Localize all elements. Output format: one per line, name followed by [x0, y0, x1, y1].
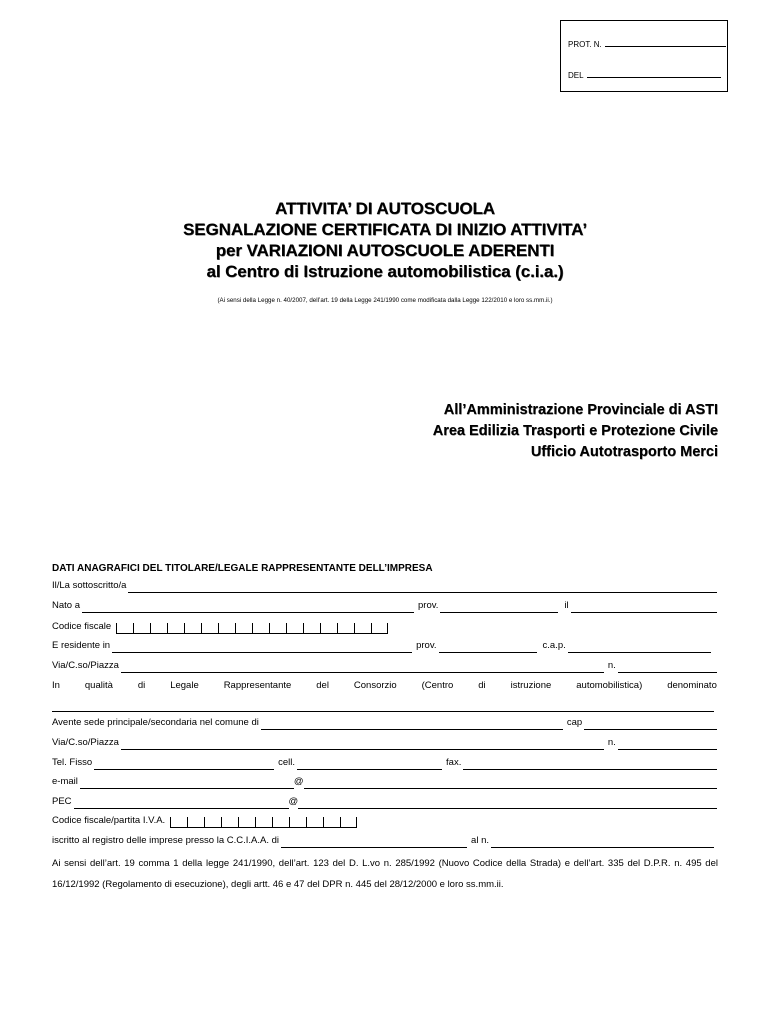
nato-il-label: il [564, 600, 569, 611]
pec-user-field[interactable] [74, 799, 289, 809]
law-reference-note: (Ai sensi della Legge n. 40/2007, dell’art. 19 della Legge 241/1990 come modificata dalla Legge 122/2010 e loro ss.mm.ii.) [217, 297, 553, 304]
cf-piva-char-box[interactable] [272, 817, 289, 828]
qualita-word: In [52, 680, 60, 691]
document-title [0, 198, 770, 282]
addressee-line-1: All’Amministrazione Provinciale di ASTI [443, 402, 718, 418]
row-indirizzo [52, 659, 717, 673]
codice-fiscale-char-box[interactable] [218, 623, 235, 634]
residenza-cap-field[interactable] [568, 643, 711, 653]
registro-numero-label: al n. [471, 835, 489, 846]
codice-fiscale-char-box[interactable] [371, 623, 388, 634]
row-sede-indirizzo [52, 736, 717, 750]
tel-fisso-field[interactable] [94, 760, 274, 770]
row-residenza [52, 639, 717, 653]
codice-fiscale-char-box[interactable] [337, 623, 354, 634]
email-at-sign: @ [293, 776, 304, 787]
residenza-cap-label: c.a.p. [542, 640, 566, 651]
row-pec [52, 795, 717, 809]
sede-cap-label: cap [566, 717, 583, 728]
cf-piva-char-box[interactable] [187, 817, 204, 828]
via-field[interactable] [121, 663, 604, 673]
fax-label: fax. [446, 757, 462, 768]
row-denominazione [52, 698, 717, 712]
codice-fiscale-char-box[interactable] [167, 623, 184, 634]
cf-piva-char-box[interactable] [238, 817, 255, 828]
cf-piva-char-box[interactable] [323, 817, 340, 828]
codice-fiscale-char-box[interactable] [354, 623, 371, 634]
protocol-number-label: PROT. N. [568, 40, 602, 49]
cf-piva-char-box[interactable] [170, 817, 187, 828]
email-domain-field[interactable] [304, 779, 717, 789]
codice-fiscale-char-box[interactable] [184, 623, 201, 634]
codice-fiscale-label: Codice fiscale [52, 621, 112, 632]
row-qualita [52, 679, 717, 693]
row-sottoscritto [52, 579, 717, 593]
addressee-block [433, 400, 718, 463]
codice-fiscale-char-box[interactable] [320, 623, 337, 634]
qualita-word: (Centro [421, 680, 454, 691]
qualita-word: Consorzio [353, 680, 397, 691]
codice-fiscale-char-box[interactable] [303, 623, 320, 634]
via-numero-field[interactable] [618, 663, 717, 673]
title-line-4: al Centro di Istruzione automobilistica (c.i.a.) [206, 262, 564, 281]
sede-numero-field[interactable] [618, 740, 717, 750]
sede-comune-field[interactable] [261, 720, 563, 730]
qualita-word: del [316, 680, 329, 691]
via-label: Via/C.so/Piazza [52, 660, 119, 671]
pec-label: PEC [52, 796, 72, 807]
cell-label: cell. [278, 757, 296, 768]
residente-label: E residente in [52, 640, 111, 651]
title-line-1: ATTIVITA’ DI AUTOSCUOLA [275, 199, 495, 218]
cell-field[interactable] [297, 760, 442, 770]
qualita-word: istruzione [510, 680, 552, 691]
cf-piva-char-box[interactable] [306, 817, 323, 828]
protocol-date-line [568, 69, 721, 80]
residenza-prov-label: prov. [416, 640, 437, 651]
protocol-number-field[interactable] [605, 38, 726, 47]
codice-fiscale-char-box[interactable] [252, 623, 269, 634]
protocol-number-line [568, 38, 726, 49]
row-sede [52, 716, 717, 730]
email-label: e-mail [52, 776, 78, 787]
qualita-word: qualità [84, 680, 113, 691]
tel-fisso-label: Tel. Fisso [52, 757, 93, 768]
cf-piva-char-box[interactable] [204, 817, 221, 828]
codice-fiscale-char-box[interactable] [201, 623, 218, 634]
addressee-line-3: Ufficio Autotrasporto Merci [530, 444, 718, 460]
pec-domain-field[interactable] [298, 799, 717, 809]
codice-fiscale-char-box[interactable] [286, 623, 303, 634]
cf-piva-char-box[interactable] [289, 817, 306, 828]
registro-numero-field[interactable] [491, 838, 714, 848]
row-email [52, 775, 717, 789]
addressee-line-2: Area Edilizia Trasporti e Protezione Civile [432, 423, 718, 439]
cf-piva-label: Codice fiscale/partita I.V.A. [52, 815, 166, 826]
cf-piva-boxes[interactable] [170, 816, 357, 828]
legal-paragraph: Ai sensi dell’art. 19 comma 1 della legge 241/1990, dell’art. 123 del D. L.vo n. 285/1992 (Nuovo Codice della Strada) e dell’art. 335 del D.P.R. n. 495 del 16/12/1992 (Regolamento di esecuzione), degli artt. 46 e 47 del DPR n. 445 del 28/12/2000 e loro ss.mm.ii. [52, 858, 718, 890]
row-codice-fiscale [52, 620, 717, 634]
nato-il-field[interactable] [571, 603, 717, 613]
title-line-3: per VARIAZIONI AUTOSCUOLE ADERENTI [215, 241, 555, 260]
qualita-word: Legale [170, 680, 199, 691]
codice-fiscale-char-box[interactable] [269, 623, 286, 634]
nato-a-field[interactable] [82, 603, 414, 613]
nato-prov-field[interactable] [440, 603, 558, 613]
row-registro [52, 834, 717, 848]
sede-via-field[interactable] [121, 740, 604, 750]
qualita-word: di [478, 680, 486, 691]
sede-label: Avente sede principale/secondaria nel comune di [52, 717, 259, 728]
registro-label: iscritto al registro delle imprese presso la C.C.I.A.A. di [52, 835, 280, 846]
fax-field[interactable] [463, 760, 717, 770]
section-heading: DATI ANAGRAFICI DEL TITOLARE/LEGALE RAPPRESENTANTE DELL’IMPRESA [52, 563, 433, 574]
qualita-word: denominato [667, 680, 717, 691]
protocol-date-label: DEL [568, 71, 584, 80]
sottoscritto-field[interactable] [128, 583, 717, 593]
residenza-prov-field[interactable] [439, 643, 537, 653]
protocol-box [560, 20, 728, 92]
sede-via-label: Via/C.so/Piazza [52, 737, 119, 748]
nato-a-label: Nato a [52, 600, 80, 611]
denominazione-field[interactable] [52, 702, 714, 712]
qualita-word: automobilistica) [576, 680, 643, 691]
row-nascita [52, 599, 717, 613]
cf-piva-char-box[interactable] [221, 817, 238, 828]
title-line-2: SEGNALAZIONE CERTIFICATA DI INIZIO ATTIVITA’ [183, 220, 587, 239]
row-cf-piva [52, 814, 717, 828]
codice-fiscale-char-box[interactable] [116, 623, 133, 634]
codice-fiscale-char-box[interactable] [133, 623, 150, 634]
qualita-word: di [137, 680, 146, 691]
sottoscritto-label: Il/La sottoscritto/a [52, 580, 127, 591]
cf-piva-char-box[interactable] [255, 817, 272, 828]
codice-fiscale-boxes[interactable] [116, 622, 388, 634]
codice-fiscale-char-box[interactable] [235, 623, 252, 634]
protocol-date-field[interactable] [587, 69, 721, 78]
row-contatti [52, 756, 717, 770]
sede-cap-field[interactable] [584, 720, 717, 730]
email-user-field[interactable] [80, 779, 294, 789]
nato-prov-label: prov. [418, 600, 439, 611]
sede-numero-label: n. [607, 737, 616, 748]
pec-at-sign: @ [288, 796, 299, 807]
qualita-word: Rappresentante [223, 680, 292, 691]
cf-piva-char-box[interactable] [340, 817, 357, 828]
via-numero-label: n. [607, 660, 616, 671]
codice-fiscale-char-box[interactable] [150, 623, 167, 634]
registro-cciaa-field[interactable] [281, 838, 467, 848]
residente-field[interactable] [112, 643, 412, 653]
